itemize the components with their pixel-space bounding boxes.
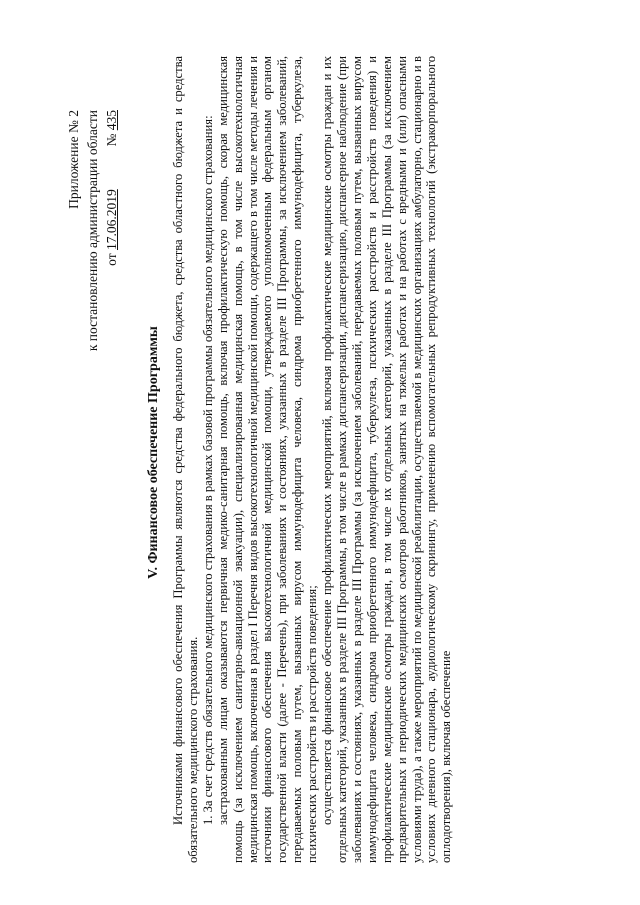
paragraph-item-1: 1. За счет средств обязательного медицинского страхования в рамках базовой программы обязательного медицинского страхования:	[200, 115, 215, 825]
date-prefix: от	[104, 253, 119, 266]
paragraph-insured-care: застрахованным лицам оказываются первичная медико-санитарная помощь, включая профилактическую помощь, скорая медицинская помощь (за исключением санитарно-авиационной эвакуации), специализированная медицинская помощь, в том числе высокотехнологичная медицинская помощь, включенная в раздел I Перечня видов высокотехнологичной медицинской помощи, содержащего в том числе методы лечения и источники финансового обеспечения высокотехнологичной медицинской помощи, утверждаемого уполномоченным федеральным органом государственной власти (далее - Перечень), при заболеваниях и состояниях, указанных в разделе III Программы, за исключением заболеваний, передаваемых половым путем, вызванных вирусом иммунодефицита человека, синдрома приобретенного иммунодефицита, туберкулеза, психических расстройств и расстройств поведения;	[215, 56, 320, 863]
number-prefix: №	[104, 133, 119, 147]
section-title: V. Финансовое обеспечение Программы	[146, 326, 161, 579]
resolution-date-line	[104, 110, 120, 266]
paragraph-preventive-measures: осуществляется финансовое обеспечение профилактических мероприятий, включая профилактические медицинские осмотры граждан и их отдельных категорий, указанных в разделе III Программы, в том числе в рамках диспансеризации, диспансеризацию, диспансерное наблюдение (при заболеваниях и состояниях, указанных в разделе III Программы (за исключением заболеваний, передаваемых половым путем, вызванных вирусом иммунодефицита человека, синдрома приобретенного иммунодефицита, туберкулеза, психических расстройств и расстройств поведения) и профилактические медицинские осмотры граждан, в том числе их отдельных категорий, указанных в разделе III Программы (за исключением предварительных и периодических медицинских осмотров работников, занятых на тяжелых работах и на работах с вредными и (или) опасными условиями труда), а также мероприятий по медицинской реабилитации, осуществляемой в медицинских организациях амбулаторно, стационарно и в условиях дневного стационара, аудиологическому скринингу, применению вспомогательных репродуктивных технологий (экстракорпорального оплодотворения), включая обеспечение	[320, 56, 454, 863]
resolution-date: 17.06.2019	[104, 189, 119, 251]
paragraph-intro: Источниками финансового обеспечения Программы являются средства федерального бюджета, средства областного бюджета и средства обязательного медицинского страхования.	[171, 56, 200, 863]
appendix-label: Приложение № 2	[66, 110, 81, 209]
resolution-label: к постановлению администрации области	[85, 110, 100, 352]
resolution-number: 435	[104, 110, 119, 131]
document-body	[171, 56, 454, 863]
